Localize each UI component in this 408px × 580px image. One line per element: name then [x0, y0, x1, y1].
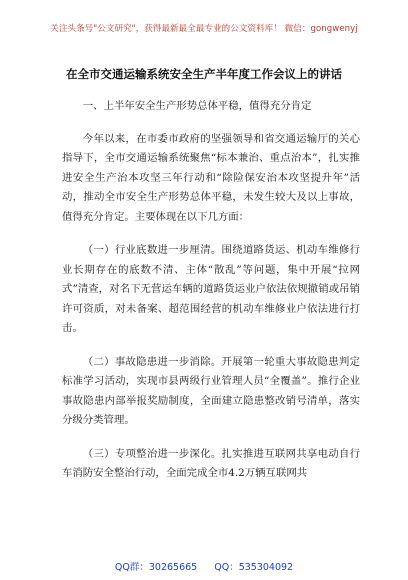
- document-body: [62, 97, 360, 498]
- paragraph: （二）事故隐患进一步消除。开展第一轮重大事故隐患判定标准学习活动，实现市县两级行业管理人员“全覆盖”。推行企业事故隐患内部举报奖励制度，全面建立隐患整改销号清单，落实分级分类管理。: [62, 355, 360, 426]
- header-banner: 关注头条号"公文研究"，获得最新最全最专业的公文资料库！ 微信：gongwenyj: [50, 24, 358, 34]
- paragraph: （三）专项整治进一步深化。扎实推进互联网共享电动自行车消防安全整治行动，全面完成全市4.2万辆互联网共: [62, 447, 360, 479]
- paragraph: （一）行业底数进一步厘清。围绕道路货运、机动车维修行业长期存在的底数不清、主体“散乱”等问题，集中开展“拉网式”清查，对名下无营运车辆的道路货运业户依法依规撤销或吊销许可资质，对未备案、超范围经营的机动车维修业户依法进行打击。: [62, 244, 360, 334]
- section-heading: 一、上半年安全生产形势总体平稳，值得充分肯定: [82, 100, 312, 112]
- footer-contacts: QQ群：30265665 QQ：535304092: [114, 562, 294, 573]
- paragraph: 今年以来，在市委市政府的坚强领导和省交通运输厅的关心指导下，全市交通运输系统聚焦“标本兼治、重点治本”，扎实推进安全生产治本攻坚三年行动和“除险保安治本攻坚提升年”活动，推动全市安全生产形势总体平稳，未发生较大及以上事故，值得充分肯定。主要体现在以下几方面：: [62, 132, 360, 223]
- document-title: 在全市交通运输系统安全生产半年度工作会议上的讲话: [66, 67, 342, 81]
